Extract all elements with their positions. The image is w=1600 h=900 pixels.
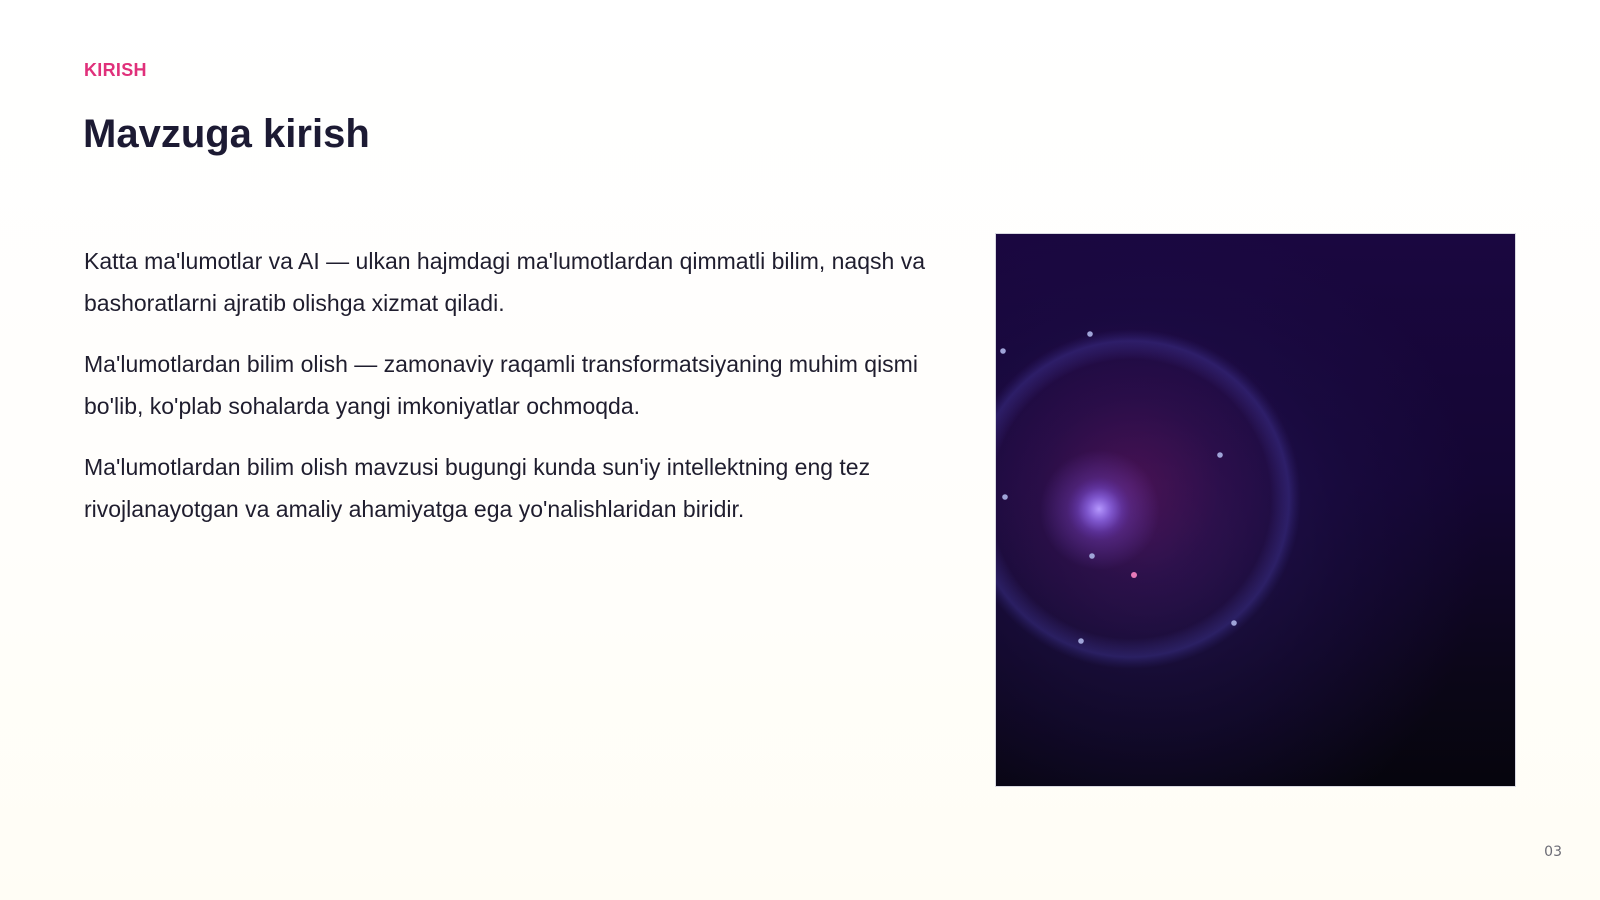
body-text: [84, 240, 954, 549]
star: [1089, 553, 1095, 559]
pink-star: [1131, 572, 1137, 578]
paragraph: Katta ma'lumotlar va AI — ulkan hajmdagi ma'lumotlardan qimmatli bilim, naqsh va bashoratlarni ajratib olishga xizmat qiladi.: [84, 248, 925, 316]
star: [1087, 331, 1093, 337]
paragraph: Ma'lumotlardan bilim olish — zamonaviy raqamli transformatsiyaning muhim qismi bo'lib, ko'plab sohalarda yangi imkoniyatlar ochmoqda.: [84, 351, 918, 419]
star: [1000, 348, 1006, 354]
orbit-ring: [996, 329, 1301, 669]
star: [1217, 452, 1223, 458]
star: [1002, 494, 1008, 500]
paragraph: Ma'lumotlardan bilim olish mavzusi bugungi kunda sun'iy intellektning eng tez rivojlanayotgan va amaliy ahamiyatga ega yo'nalishlaridan biridir.: [84, 454, 871, 522]
section-label: KIRISH: [84, 60, 147, 80]
star: [1231, 620, 1237, 626]
glowing-core: [1067, 477, 1131, 541]
page-number: 03: [1544, 844, 1562, 860]
slide-title: Mavzuga kirish: [83, 112, 370, 156]
cosmic-illustration: [995, 233, 1516, 787]
cosmic-illustration-art: [996, 234, 1516, 787]
star: [1078, 638, 1084, 644]
